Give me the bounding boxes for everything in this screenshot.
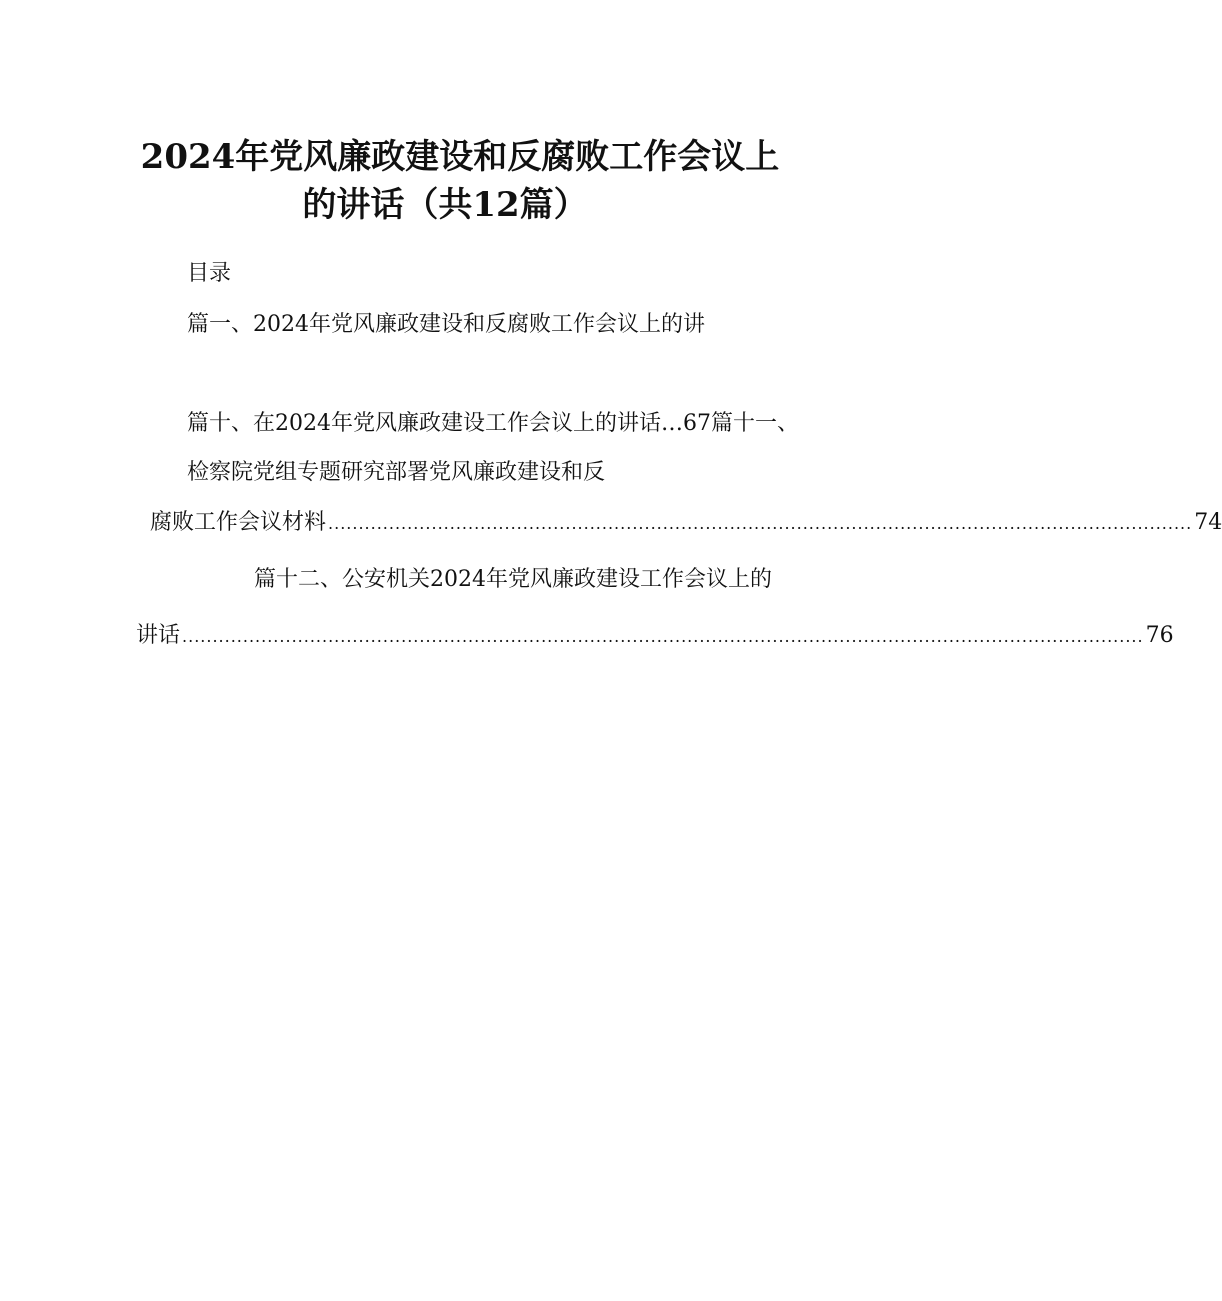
toc-entry-11-line-2[interactable]: [150, 508, 1222, 539]
toc-entry-12-line-1[interactable]: 篇十二、公安机关2024年党风廉政建设工作会议上的: [254, 567, 772, 592]
toc-entry-1[interactable]: 篇一、2024年党风廉政建设和反腐败工作会议上的讲: [187, 312, 705, 337]
document-title-line-2: 的讲话（共12篇）: [302, 185, 588, 225]
toc-entry-10[interactable]: 篇十、在2024年党风廉政建设工作会议上的讲话…67篇十一、: [187, 411, 799, 436]
toc-entry-11-page-number: 74: [1194, 510, 1222, 535]
toc-dot-leader: ..............................................................................................................................................................: [182, 627, 1144, 646]
toc-entry-12-text: 讲话: [136, 623, 181, 648]
toc-entry-11-line-1[interactable]: 检察院党组专题研究部署党风廉政建设和反: [187, 460, 606, 485]
document-title-line-1: 2024年党风廉政建设和反腐败工作会议上: [140, 137, 780, 177]
toc-entry-12-line-2[interactable]: [136, 621, 1174, 652]
toc-dot-leader: ..............................................................................................................................................: [328, 514, 1193, 533]
toc-heading: 目录: [187, 261, 232, 286]
toc-entry-11-text: 腐败工作会议材料: [150, 510, 327, 535]
toc-entry-12-page-number: 76: [1145, 623, 1174, 648]
